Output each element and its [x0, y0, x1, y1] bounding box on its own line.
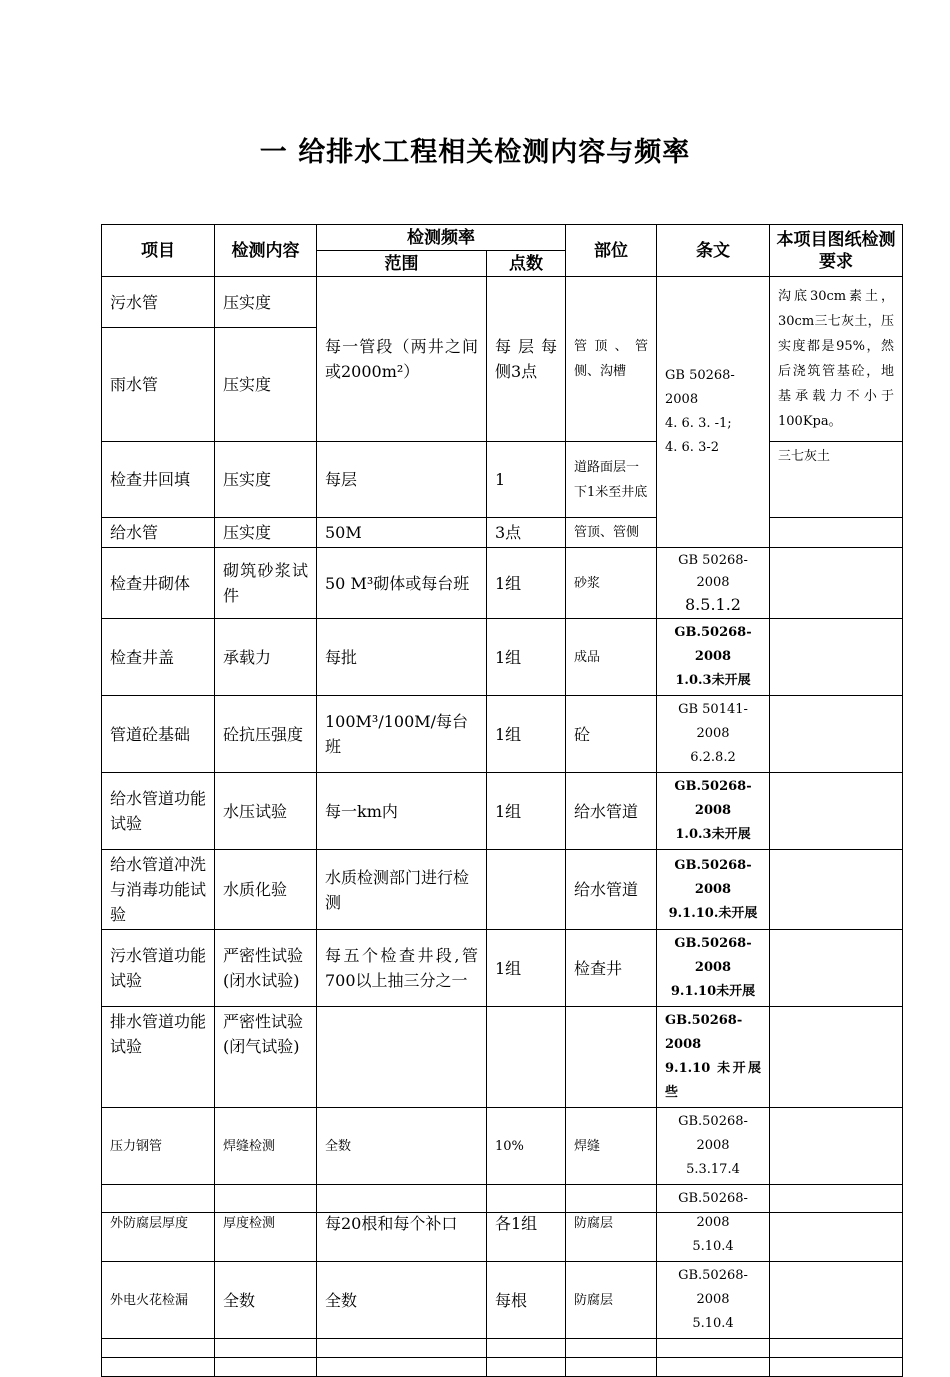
inspection-table	[101, 224, 903, 1377]
header-clause: 条文	[657, 225, 770, 277]
table-row	[102, 442, 903, 518]
cell-points: 1组	[487, 773, 566, 850]
cell-range: 50 M³砌体或每台班	[317, 548, 487, 619]
empty-cell	[770, 1339, 903, 1358]
header-row-1	[102, 225, 903, 251]
cell-clause: GB.50268-2008 1.0.3未开展	[657, 773, 770, 850]
page-title: 一 给排水工程相关检测内容与频率	[259, 137, 691, 168]
cell-item: 外防腐层厚度	[102, 1185, 215, 1262]
table-row	[102, 850, 903, 930]
cell-range: 每批	[317, 619, 487, 696]
cell-item: 检查井盖	[102, 619, 215, 696]
cell-content: 砼抗压强度	[215, 696, 317, 773]
header-location: 部位	[566, 225, 657, 277]
cell-points: 1组	[487, 696, 566, 773]
cell-range: 100M³/100M/每台班	[317, 696, 487, 773]
cell-points: 每根	[487, 1262, 566, 1339]
cell-clause: GB.50268-2008 5.10.4	[657, 1185, 770, 1262]
cell-content: 水质化验	[215, 850, 317, 930]
empty-cell	[215, 1339, 317, 1358]
empty-cell	[317, 1358, 487, 1377]
cell-points: 各1组	[487, 1185, 566, 1262]
cell-location: 给水管道	[566, 773, 657, 850]
cell-points: 1组	[487, 930, 566, 1007]
cell-item: 外电火花检漏	[102, 1262, 215, 1339]
cell-clause: GB 50268-2008 4. 6. 3. -1; 4. 6. 3-2	[657, 277, 770, 548]
cell-requirement	[770, 930, 903, 1007]
cell-clause: GB.50268-2008 9.1.10未开展	[657, 930, 770, 1007]
table-row	[102, 548, 903, 619]
table-row	[102, 1108, 903, 1185]
table-row	[102, 518, 903, 548]
cell-item: 给水管道功能试验	[102, 773, 215, 850]
header-item: 项目	[102, 225, 215, 277]
cell-requirement	[770, 1262, 903, 1339]
cell-range: 每一管段（两井之间或2000m²）	[317, 277, 487, 442]
cell-clause	[657, 548, 770, 619]
cell-item: 检查井砌体	[102, 548, 215, 619]
empty-row	[102, 1339, 903, 1358]
header-content: 检测内容	[215, 225, 317, 277]
cell-content: 厚度检测	[215, 1185, 317, 1262]
cell-clause: GB 50141-2008 6.2.8.2	[657, 696, 770, 773]
cell-location: 道路面层一下1米至井底	[566, 442, 657, 518]
cell-location: 检查井	[566, 930, 657, 1007]
table-row	[102, 1185, 903, 1262]
cell-item: 检查井回填	[102, 442, 215, 518]
cell-range: 全数	[317, 1262, 487, 1339]
cell-content: 严密性试验(闭水试验)	[215, 930, 317, 1007]
cell-requirement	[770, 518, 903, 548]
cell-content: 压实度	[215, 442, 317, 518]
cell-requirement	[770, 619, 903, 696]
empty-cell	[657, 1358, 770, 1377]
cell-item: 压力钢管	[102, 1108, 215, 1185]
cell-requirement	[770, 1108, 903, 1185]
empty-cell	[770, 1358, 903, 1377]
cell-range: 每五个检查井段,管700以上抽三分之一	[317, 930, 487, 1007]
cell-range: 每一km内	[317, 773, 487, 850]
cell-points: 1组	[487, 619, 566, 696]
cell-clause: GB.50268-2008 5.3.17.4	[657, 1108, 770, 1185]
table-row	[102, 619, 903, 696]
empty-cell	[102, 1358, 215, 1377]
cell-range: 每20根和每个补口	[317, 1185, 487, 1262]
cell-points	[487, 1007, 566, 1108]
cell-range: 全数	[317, 1108, 487, 1185]
cell-location: 管顶、管侧、沟槽	[566, 277, 657, 442]
cell-item: 排水管道功能试验	[102, 1007, 215, 1108]
table-row	[102, 930, 903, 1007]
cell-location: 成品	[566, 619, 657, 696]
table-row	[102, 773, 903, 850]
cell-points: 1组	[487, 548, 566, 619]
cell-requirement: 三七灰土	[770, 442, 903, 518]
cell-item: 给水管道冲洗与消毒功能试验	[102, 850, 215, 930]
cell-points: 1	[487, 442, 566, 518]
empty-cell	[487, 1339, 566, 1358]
cell-clause: GB.50268-2008 1.0.3未开展	[657, 619, 770, 696]
empty-cell	[566, 1358, 657, 1377]
cell-clause: GB.50268-2008 9.1.10 未开展些	[657, 1007, 770, 1108]
empty-row	[102, 1358, 903, 1377]
empty-cell	[566, 1339, 657, 1358]
cell-points: 3点	[487, 518, 566, 548]
cell-requirement	[770, 773, 903, 850]
cell-clause: GB.50268-2008 9.1.10.未开展	[657, 850, 770, 930]
table-row	[102, 1262, 903, 1339]
cell-requirement	[770, 548, 903, 619]
cell-content: 砌筑砂浆试件	[215, 548, 317, 619]
cell-requirement: 沟底30cm素土，30cm三七灰土，压实度都是95%，然后浇筑管基砼，地基承载力不小于100Kpa。	[770, 277, 903, 442]
cell-location: 砂浆	[566, 548, 657, 619]
cell-clause: GB.50268-2008 5.10.4	[657, 1262, 770, 1339]
cell-location: 防腐层	[566, 1262, 657, 1339]
cell-content: 压实度	[215, 277, 317, 328]
cell-item: 给水管	[102, 518, 215, 548]
header-points: 点数	[487, 251, 566, 277]
cell-range	[317, 1007, 487, 1108]
header-range: 范围	[317, 251, 487, 277]
cell-location: 砼	[566, 696, 657, 773]
table-row	[102, 696, 903, 773]
cell-content: 承载力	[215, 619, 317, 696]
cell-content: 压实度	[215, 328, 317, 442]
clause-number: 8.5.1.2	[685, 595, 741, 614]
cell-requirement	[770, 1185, 903, 1262]
clause-code: GB 50268-2008	[678, 553, 748, 590]
cell-range: 每层	[317, 442, 487, 518]
cell-item: 雨水管	[102, 328, 215, 442]
header-requirement: 本项目图纸检测要求	[770, 225, 903, 277]
cell-content: 焊缝检测	[215, 1108, 317, 1185]
cell-requirement	[770, 850, 903, 930]
empty-cell	[215, 1358, 317, 1377]
cell-content: 水压试验	[215, 773, 317, 850]
empty-cell	[487, 1358, 566, 1377]
cell-item: 污水管道功能试验	[102, 930, 215, 1007]
cell-points: 每层每侧3点	[487, 277, 566, 442]
cell-range: 水质检测部门进行检测	[317, 850, 487, 930]
cell-content: 严密性试验(闭气试验)	[215, 1007, 317, 1108]
cell-requirement	[770, 696, 903, 773]
cell-location: 管顶、管侧	[566, 518, 657, 548]
footer-divider	[101, 1212, 902, 1213]
cell-location: 防腐层	[566, 1185, 657, 1262]
cell-points: 10%	[487, 1108, 566, 1185]
cell-points	[487, 850, 566, 930]
cell-item: 污水管	[102, 277, 215, 328]
empty-cell	[102, 1339, 215, 1358]
cell-location: 给水管道	[566, 850, 657, 930]
cell-requirement	[770, 1007, 903, 1108]
empty-cell	[317, 1339, 487, 1358]
header-frequency: 检测频率	[317, 225, 566, 251]
cell-content: 全数	[215, 1262, 317, 1339]
cell-item: 管道砼基础	[102, 696, 215, 773]
empty-cell	[657, 1339, 770, 1358]
cell-location: 焊缝	[566, 1108, 657, 1185]
cell-location	[566, 1007, 657, 1108]
cell-range: 50M	[317, 518, 487, 548]
table-row	[102, 277, 903, 328]
cell-content: 压实度	[215, 518, 317, 548]
table-row	[102, 1007, 903, 1108]
